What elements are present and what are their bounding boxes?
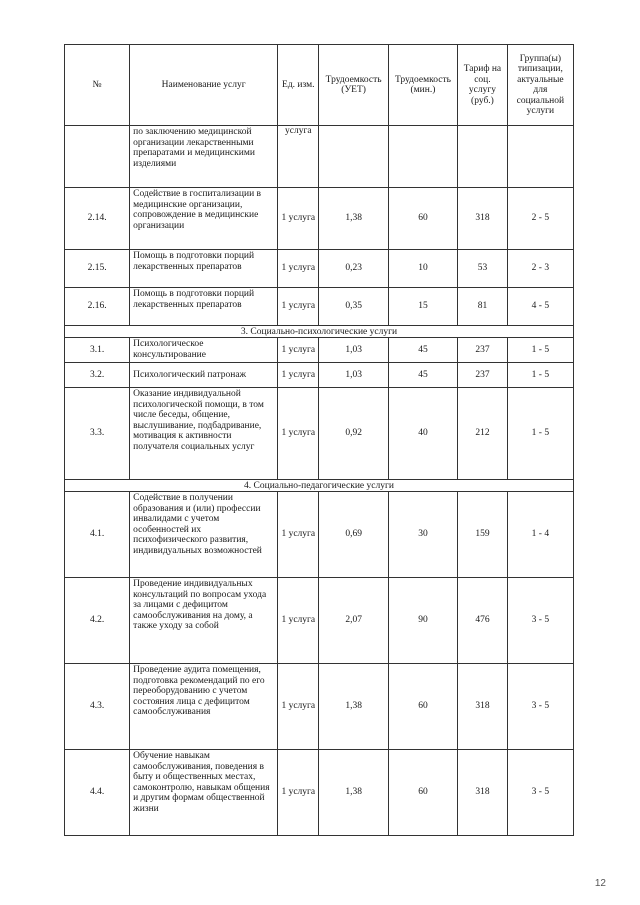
table-header-row [65, 45, 574, 126]
table-row [65, 363, 574, 388]
header-name: Наименование услуг [130, 45, 278, 126]
cell-uet: 1,03 [319, 338, 388, 363]
cell-min: 10 [388, 250, 457, 288]
cell-name: Психологическое консультирование [130, 338, 278, 363]
cell-name: Оказание индивидуальной психологической помощи, в том числе беседы, общение, выслушивание, подбадривание, мотивация к активности получателя социальных услуг [130, 388, 278, 480]
cell-unit: 1 услуга [278, 492, 319, 578]
cell-num: 4.4. [65, 750, 130, 836]
table-row [65, 188, 574, 250]
cell-tariff: 237 [458, 363, 508, 388]
table-row [65, 388, 574, 480]
table-row [65, 492, 574, 578]
cell-unit: 1 услуга [278, 578, 319, 664]
cell-unit: 1 услуга [278, 188, 319, 250]
cell-tariff [458, 126, 508, 188]
cell-group: 1 - 4 [507, 492, 573, 578]
cell-tariff: 318 [458, 664, 508, 750]
cell-min: 60 [388, 188, 457, 250]
cell-tariff: 159 [458, 492, 508, 578]
cell-group: 2 - 3 [507, 250, 573, 288]
page-number: 12 [594, 878, 606, 889]
cell-num: 4.1. [65, 492, 130, 578]
cell-min: 90 [388, 578, 457, 664]
cell-group: 3 - 5 [507, 664, 573, 750]
cell-name: Содействие в госпитализации в медицинские организации, сопровождение в медицинские организации [130, 188, 278, 250]
cell-tariff: 81 [458, 288, 508, 326]
cell-tariff: 53 [458, 250, 508, 288]
header-group: Группа(ы) типизации, актуальные для социальной услуги [507, 45, 573, 126]
cell-group: 3 - 5 [507, 578, 573, 664]
cell-name: Обучение навыкам самообслуживания, поведения в быту и общественных местах, самоконтролю, навыкам общения и другим формам общественной жизни [130, 750, 278, 836]
cell-uet: 1,03 [319, 363, 388, 388]
cell-num: 4.3. [65, 664, 130, 750]
cell-num: 2.15. [65, 250, 130, 288]
cell-min [388, 126, 457, 188]
table-row [65, 250, 574, 288]
cell-min: 60 [388, 750, 457, 836]
header-unit: Ед. изм. [278, 45, 319, 126]
cell-num [65, 126, 130, 188]
cell-unit: 1 услуга [278, 664, 319, 750]
cell-name: Помощь в подготовки порций лекарственных препаратов [130, 288, 278, 326]
cell-num: 3.3. [65, 388, 130, 480]
cell-group: 3 - 5 [507, 750, 573, 836]
cell-num: 3.2. [65, 363, 130, 388]
cell-name: Помощь в подготовки порций лекарственных препаратов [130, 250, 278, 288]
cell-uet [319, 126, 388, 188]
header-uet: Трудоемкость (УЕТ) [319, 45, 388, 126]
services-table-sheet [64, 44, 574, 836]
cell-unit: 1 услуга [278, 388, 319, 480]
cell-tariff: 212 [458, 388, 508, 480]
cell-group: 2 - 5 [507, 188, 573, 250]
cell-min: 40 [388, 388, 457, 480]
header-min: Трудоемкость (мин.) [388, 45, 457, 126]
cell-min: 45 [388, 338, 457, 363]
cell-uet: 1,38 [319, 188, 388, 250]
cell-tariff: 237 [458, 338, 508, 363]
cell-uet: 0,35 [319, 288, 388, 326]
section-row [65, 480, 574, 492]
cell-group: 1 - 5 [507, 338, 573, 363]
cell-name: по заключению медицинской организации лекарственными препаратами и медицинскими изделиями [130, 126, 278, 188]
cell-num: 3.1. [65, 338, 130, 363]
cell-tariff: 318 [458, 188, 508, 250]
cell-unit: услуга [278, 126, 319, 188]
cell-uet: 1,38 [319, 750, 388, 836]
header-tariff: Тариф на соц. услугу (руб.) [458, 45, 508, 126]
cell-uet: 2,07 [319, 578, 388, 664]
table-row [65, 750, 574, 836]
header-num: № [65, 45, 130, 126]
cell-min: 60 [388, 664, 457, 750]
section-title: 3. Социально-психологические услуги [65, 326, 574, 338]
cell-min: 30 [388, 492, 457, 578]
section-row [65, 326, 574, 338]
section-title: 4. Социально-педагогические услуги [65, 480, 574, 492]
cell-unit: 1 услуга [278, 338, 319, 363]
cell-num: 2.14. [65, 188, 130, 250]
cell-tariff: 318 [458, 750, 508, 836]
cell-uet: 1,38 [319, 664, 388, 750]
cell-group: 1 - 5 [507, 363, 573, 388]
table-row [65, 664, 574, 750]
cell-name: Психологический патронаж [130, 363, 278, 388]
cell-unit: 1 услуга [278, 750, 319, 836]
table-row [65, 126, 574, 188]
table-row [65, 578, 574, 664]
cell-unit: 1 услуга [278, 250, 319, 288]
cell-name: Проведение индивидуальных консультаций по вопросам ухода за лицами с дефицитом самообслуживания на дому, а также уходу за собой [130, 578, 278, 664]
cell-name: Содействие в получении образования и (или) профессии инвалидами с учетом особенностей их психофизического развития, индивидуальных возможностей [130, 492, 278, 578]
cell-unit: 1 услуга [278, 288, 319, 326]
cell-group: 4 - 5 [507, 288, 573, 326]
cell-group: 1 - 5 [507, 388, 573, 480]
services-table [64, 44, 574, 836]
cell-unit: 1 услуга [278, 363, 319, 388]
cell-num: 2.16. [65, 288, 130, 326]
cell-num: 4.2. [65, 578, 130, 664]
cell-tariff: 476 [458, 578, 508, 664]
cell-uet: 0,92 [319, 388, 388, 480]
cell-uet: 0,69 [319, 492, 388, 578]
cell-uet: 0,23 [319, 250, 388, 288]
cell-name: Проведение аудита помещения, подготовка рекомендаций по его переоборудованию с учетом состояния лица с дефицитом самообслуживания [130, 664, 278, 750]
cell-group [507, 126, 573, 188]
cell-min: 45 [388, 363, 457, 388]
table-row [65, 288, 574, 326]
table-row [65, 338, 574, 363]
cell-min: 15 [388, 288, 457, 326]
